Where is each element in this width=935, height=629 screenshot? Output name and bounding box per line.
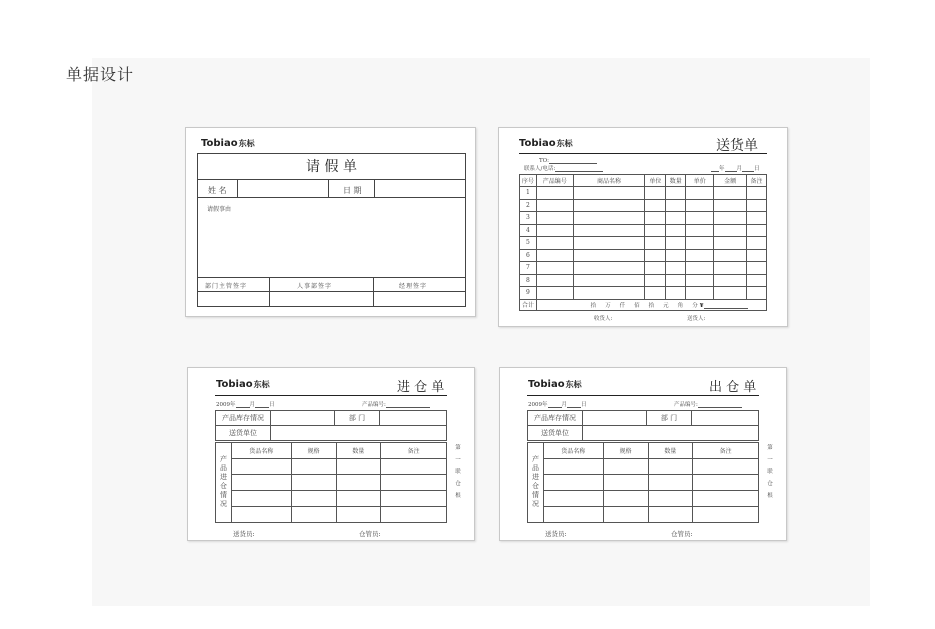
cell[interactable] (336, 475, 381, 491)
cell[interactable] (381, 507, 447, 523)
cell[interactable] (645, 212, 666, 225)
day-field[interactable] (742, 165, 754, 172)
header-cell: 规格 (603, 443, 648, 459)
cell[interactable] (747, 199, 767, 212)
cell[interactable] (747, 287, 767, 300)
cell[interactable] (693, 475, 759, 491)
unit-label: 角 (677, 302, 684, 309)
table-row[interactable] (520, 262, 767, 275)
logo-latin: Tobiao (528, 379, 565, 390)
table-row (528, 426, 759, 441)
row-number: 1 (520, 187, 537, 200)
name-label: 姓 名 (208, 186, 227, 195)
cell[interactable] (645, 224, 666, 237)
year-text: 2009年 (216, 402, 236, 408)
year-text: 2009年 (528, 402, 548, 408)
day-field[interactable] (255, 401, 269, 408)
cell[interactable] (714, 262, 747, 275)
product-code-label: 产品编号: (362, 402, 386, 408)
cell[interactable] (336, 507, 381, 523)
cell[interactable] (231, 475, 291, 491)
divider (373, 277, 374, 307)
side-label-cell (216, 443, 232, 523)
cell[interactable] (645, 187, 666, 200)
cell[interactable] (666, 212, 686, 225)
cell[interactable] (543, 507, 603, 523)
unit-label: 佰 (634, 302, 640, 309)
inbound-form-card (187, 367, 475, 541)
header-cell: 数量 (336, 443, 381, 459)
stock-field[interactable] (270, 411, 334, 426)
reason-label: 请假事由 (207, 206, 232, 213)
dept-label: 部 门 (334, 411, 380, 426)
receiver-label: 收货人: (594, 316, 613, 322)
cell[interactable] (714, 237, 747, 250)
table-row[interactable] (520, 274, 767, 287)
row-number: 3 (520, 212, 537, 225)
inbound-date (216, 400, 275, 408)
table-row[interactable] (528, 459, 759, 475)
divider (197, 291, 466, 292)
cell[interactable] (536, 224, 573, 237)
to-label-text: TO: (539, 158, 550, 164)
cell[interactable] (231, 459, 291, 475)
table-row[interactable] (520, 224, 767, 237)
cell[interactable] (573, 224, 645, 237)
cell[interactable] (645, 249, 666, 262)
cell[interactable] (714, 224, 747, 237)
total-amount-cell[interactable] (536, 299, 766, 310)
to-field[interactable] (549, 157, 597, 164)
hr-signature-label: 人事部签字 (297, 283, 333, 290)
year-field[interactable] (711, 165, 719, 172)
table-row[interactable] (520, 199, 767, 212)
unit-label: 分 (692, 302, 698, 309)
cell[interactable] (536, 262, 573, 275)
copy-char: 一 (767, 457, 773, 463)
header-cell: 序号 (520, 175, 537, 187)
cell[interactable] (573, 287, 645, 300)
header-rule (215, 395, 447, 396)
cell[interactable] (336, 491, 381, 507)
leave-form-title: 请 假 单 (306, 159, 357, 175)
delivery-date (711, 164, 760, 172)
table-row[interactable] (216, 475, 447, 491)
amount-field[interactable] (704, 304, 748, 309)
product-code (362, 400, 430, 408)
dept-field[interactable] (380, 411, 447, 426)
cell[interactable] (714, 187, 747, 200)
header-cell: 金额 (714, 175, 747, 187)
copy-label (453, 442, 463, 502)
divider (328, 179, 329, 197)
name-field[interactable] (238, 180, 328, 196)
row-number: 2 (520, 199, 537, 212)
header-cell: 商品名称 (573, 175, 645, 187)
row-number: 9 (520, 287, 537, 300)
inbound-info-table (215, 410, 447, 441)
cell[interactable] (536, 237, 573, 250)
copy-char: 联 (455, 469, 461, 475)
outbound-items-table (527, 442, 759, 523)
logo-latin: Tobiao (201, 138, 238, 149)
cell[interactable] (291, 507, 336, 523)
table-row (216, 411, 447, 426)
table-row[interactable] (216, 459, 447, 475)
delivery-person-label: 送货员: (233, 530, 255, 538)
unit-label: 拾 (590, 302, 597, 309)
day-label: 日 (581, 402, 587, 408)
cell[interactable] (645, 262, 666, 275)
header-cell: 数量 (648, 443, 693, 459)
side-label: 产品进仓情况 (531, 454, 540, 509)
cell[interactable] (648, 507, 693, 523)
cell[interactable] (747, 274, 767, 287)
unit-label: 元 (663, 302, 669, 309)
header-cell: 货品名称 (231, 443, 291, 459)
cell[interactable] (666, 224, 686, 237)
cell[interactable] (747, 249, 767, 262)
product-code-label: 产品编号: (674, 402, 698, 408)
table-row (216, 426, 447, 441)
copy-char: 第 (455, 445, 461, 451)
table-row[interactable] (520, 237, 767, 250)
total-label: 合计 (520, 299, 537, 310)
date-label: 日 期 (343, 186, 362, 195)
cell[interactable] (666, 187, 686, 200)
to-label (539, 157, 597, 164)
delivery-form-card (498, 127, 788, 327)
month-field[interactable] (725, 165, 737, 172)
cell[interactable] (686, 187, 714, 200)
table-row[interactable] (216, 491, 447, 507)
cell[interactable] (573, 249, 645, 262)
table-row[interactable] (520, 287, 767, 300)
cell[interactable] (686, 237, 714, 250)
sender-label: 送货人: (687, 316, 706, 322)
delivery-unit-label: 送货单位 (528, 426, 583, 441)
outbound-info-table (527, 410, 759, 441)
warehouse-person-label: 仓管员: (359, 530, 381, 538)
cell[interactable] (536, 249, 573, 262)
delivery-person-label: 送货员: (545, 530, 567, 538)
cell[interactable] (603, 459, 648, 475)
header-cell: 货品名称 (543, 443, 603, 459)
cell[interactable] (603, 475, 648, 491)
unit-label: 拾 (648, 302, 655, 309)
reason-field[interactable] (198, 198, 465, 276)
cell[interactable] (686, 262, 714, 275)
logo (528, 379, 582, 390)
delivery-items-table (519, 174, 767, 311)
cell[interactable] (747, 224, 767, 237)
delivery-unit-field[interactable] (582, 426, 758, 441)
dept-field[interactable] (692, 411, 759, 426)
cell[interactable] (666, 199, 686, 212)
warehouse-person-label: 仓管员: (671, 530, 693, 538)
cell[interactable] (536, 187, 573, 200)
header-rule (527, 395, 759, 396)
cell[interactable] (381, 459, 447, 475)
cell[interactable] (645, 237, 666, 250)
cell[interactable] (686, 199, 714, 212)
cell[interactable] (543, 475, 603, 491)
stock-label: 产品库存情况 (528, 411, 583, 426)
dept-manager-signature-label: 部门主管签字 (205, 283, 248, 290)
cell[interactable] (231, 507, 291, 523)
logo (201, 138, 255, 149)
header-cell: 备注 (747, 175, 767, 187)
header-cell: 备注 (693, 443, 759, 459)
divider (269, 277, 270, 307)
table-row[interactable] (528, 507, 759, 523)
cell[interactable] (645, 274, 666, 287)
inbound-form-title: 进 仓 单 (397, 380, 445, 395)
cell[interactable] (693, 491, 759, 507)
cell[interactable] (747, 187, 767, 200)
table-header-row (216, 443, 447, 459)
table-row[interactable] (520, 187, 767, 200)
table-header-row (528, 443, 759, 459)
cell[interactable] (747, 212, 767, 225)
table-header-row (520, 175, 767, 187)
row-number: 7 (520, 262, 537, 275)
outbound-form-title: 出 仓 单 (709, 380, 757, 395)
cell[interactable] (336, 459, 381, 475)
logo-cn: 东标 (238, 139, 255, 148)
logo-cn: 东标 (565, 380, 582, 389)
currency-symbol: ¥ (699, 302, 704, 309)
cell[interactable] (686, 224, 714, 237)
header-cell: 单位 (645, 175, 666, 187)
month-label: 月 (561, 402, 568, 408)
table-row[interactable] (528, 491, 759, 507)
cell[interactable] (714, 199, 747, 212)
cell[interactable] (573, 199, 645, 212)
delivery-unit-label: 送货单位 (216, 426, 271, 441)
contact-label (524, 164, 603, 172)
logo-latin: Tobiao (519, 138, 556, 149)
unit-label: 万 (605, 302, 611, 309)
contact-label-text: 联系人/电话: (524, 166, 556, 172)
month-field[interactable] (236, 401, 250, 408)
cell[interactable] (291, 459, 336, 475)
total-row (520, 299, 767, 310)
cell[interactable] (536, 274, 573, 287)
header-rule (519, 153, 767, 154)
cell[interactable] (666, 249, 686, 262)
cell[interactable] (686, 274, 714, 287)
contact-field[interactable] (555, 165, 603, 172)
cell[interactable] (648, 475, 693, 491)
table-row[interactable] (520, 212, 767, 225)
delivery-form-title: 送货单 (716, 138, 758, 154)
header-cell: 备注 (381, 443, 447, 459)
cell[interactable] (666, 287, 686, 300)
cell[interactable] (603, 507, 648, 523)
copy-label (765, 442, 775, 502)
cell[interactable] (536, 199, 573, 212)
day-label: 日 (269, 402, 275, 408)
cell[interactable] (573, 274, 645, 287)
cell[interactable] (291, 491, 336, 507)
logo (519, 138, 573, 149)
row-number: 5 (520, 237, 537, 250)
inbound-items-table (215, 442, 447, 523)
cell[interactable] (693, 507, 759, 523)
cell[interactable] (714, 212, 747, 225)
cell[interactable] (714, 287, 747, 300)
cell[interactable] (747, 262, 767, 275)
logo-latin: Tobiao (216, 379, 253, 390)
row-number: 6 (520, 249, 537, 262)
cell[interactable] (573, 262, 645, 275)
header-cell: 数量 (666, 175, 686, 187)
side-label-cell (528, 443, 544, 523)
cell[interactable] (573, 187, 645, 200)
cell[interactable] (686, 212, 714, 225)
cell[interactable] (543, 459, 603, 475)
copy-char: 联 (767, 469, 773, 475)
cell[interactable] (686, 249, 714, 262)
date-field[interactable] (375, 180, 465, 196)
copy-char: 第 (767, 445, 773, 451)
cell[interactable] (648, 491, 693, 507)
manager-signature-label: 经理签字 (399, 283, 428, 290)
divider (197, 277, 466, 278)
year-label: 年 (719, 166, 725, 172)
outbound-date (528, 400, 587, 408)
cell[interactable] (573, 237, 645, 250)
logo-cn: 东标 (556, 139, 573, 148)
cell[interactable] (536, 212, 573, 225)
day-field[interactable] (567, 401, 581, 408)
header-cell: 单价 (686, 175, 714, 187)
cell[interactable] (645, 287, 666, 300)
cell[interactable] (648, 459, 693, 475)
table-row (528, 411, 759, 426)
cell[interactable] (381, 475, 447, 491)
row-number: 4 (520, 224, 537, 237)
copy-char: 根 (455, 493, 461, 499)
month-label: 月 (736, 166, 743, 172)
outbound-form-card (499, 367, 787, 541)
product-code-field[interactable] (698, 401, 742, 408)
table-row[interactable] (520, 249, 767, 262)
delivery-unit-field[interactable] (270, 426, 446, 441)
cell[interactable] (693, 459, 759, 475)
cell[interactable] (666, 274, 686, 287)
cell[interactable] (291, 475, 336, 491)
stock-field[interactable] (582, 411, 646, 426)
logo-cn: 东标 (253, 380, 270, 389)
month-field[interactable] (548, 401, 562, 408)
day-label: 日 (754, 166, 760, 172)
cell[interactable] (645, 199, 666, 212)
cell[interactable] (231, 491, 291, 507)
cell[interactable] (666, 262, 686, 275)
cell[interactable] (573, 212, 645, 225)
table-row[interactable] (528, 475, 759, 491)
product-code (674, 400, 742, 408)
header-cell: 产品编号 (536, 175, 573, 187)
cell[interactable] (536, 287, 573, 300)
copy-char: 仓 (767, 481, 773, 487)
cell[interactable] (666, 237, 686, 250)
cell[interactable] (714, 274, 747, 287)
cell[interactable] (714, 249, 747, 262)
copy-char: 仓 (455, 481, 461, 487)
unit-label: 仟 (619, 302, 626, 309)
table-row[interactable] (216, 507, 447, 523)
leave-form-card (185, 127, 476, 317)
page-title: 单据设计 (66, 65, 135, 84)
cell[interactable] (543, 491, 603, 507)
product-code-field[interactable] (386, 401, 430, 408)
dept-label: 部 门 (646, 411, 692, 426)
cell[interactable] (747, 237, 767, 250)
cell[interactable] (686, 287, 714, 300)
cell[interactable] (381, 491, 447, 507)
header-cell: 规格 (291, 443, 336, 459)
copy-char: 根 (767, 493, 773, 499)
copy-char: 一 (455, 457, 461, 463)
side-label: 产品进仓情况 (219, 454, 228, 509)
logo (216, 379, 270, 390)
row-number: 8 (520, 274, 537, 287)
stock-label: 产品库存情况 (216, 411, 271, 426)
cell[interactable] (603, 491, 648, 507)
month-label: 月 (249, 402, 256, 408)
